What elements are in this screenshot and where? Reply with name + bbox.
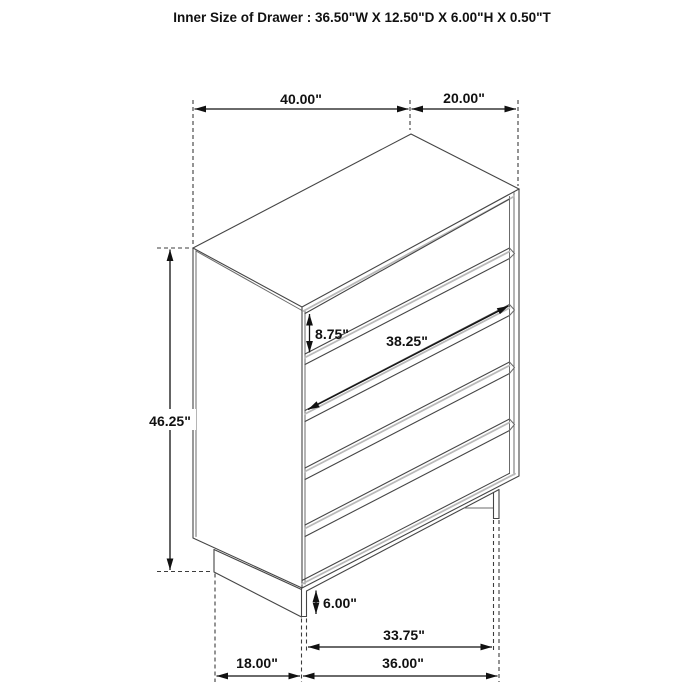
dim-label-overall-height: 46.25" xyxy=(149,413,191,429)
dim-label-base-width: 36.00" xyxy=(382,655,424,671)
dim-label-top-drawer-height: 8.75" xyxy=(315,326,349,342)
dim-label-leg-height: 6.00" xyxy=(323,595,357,611)
dim-label-overall-width: 40.00" xyxy=(280,91,322,107)
dim-label-base-inner-width: 33.75" xyxy=(383,627,425,643)
dim-label-drawer-front-width: 38.25" xyxy=(386,333,428,349)
dim-leg-height xyxy=(316,591,357,615)
dim-label-base-depth: 18.00" xyxy=(236,655,278,671)
dim-label-overall-depth: 20.00" xyxy=(443,90,485,106)
diagram-title: Inner Size of Drawer : 36.50"W X 12.50"D X 6.00"H X 0.50"T xyxy=(173,10,551,25)
